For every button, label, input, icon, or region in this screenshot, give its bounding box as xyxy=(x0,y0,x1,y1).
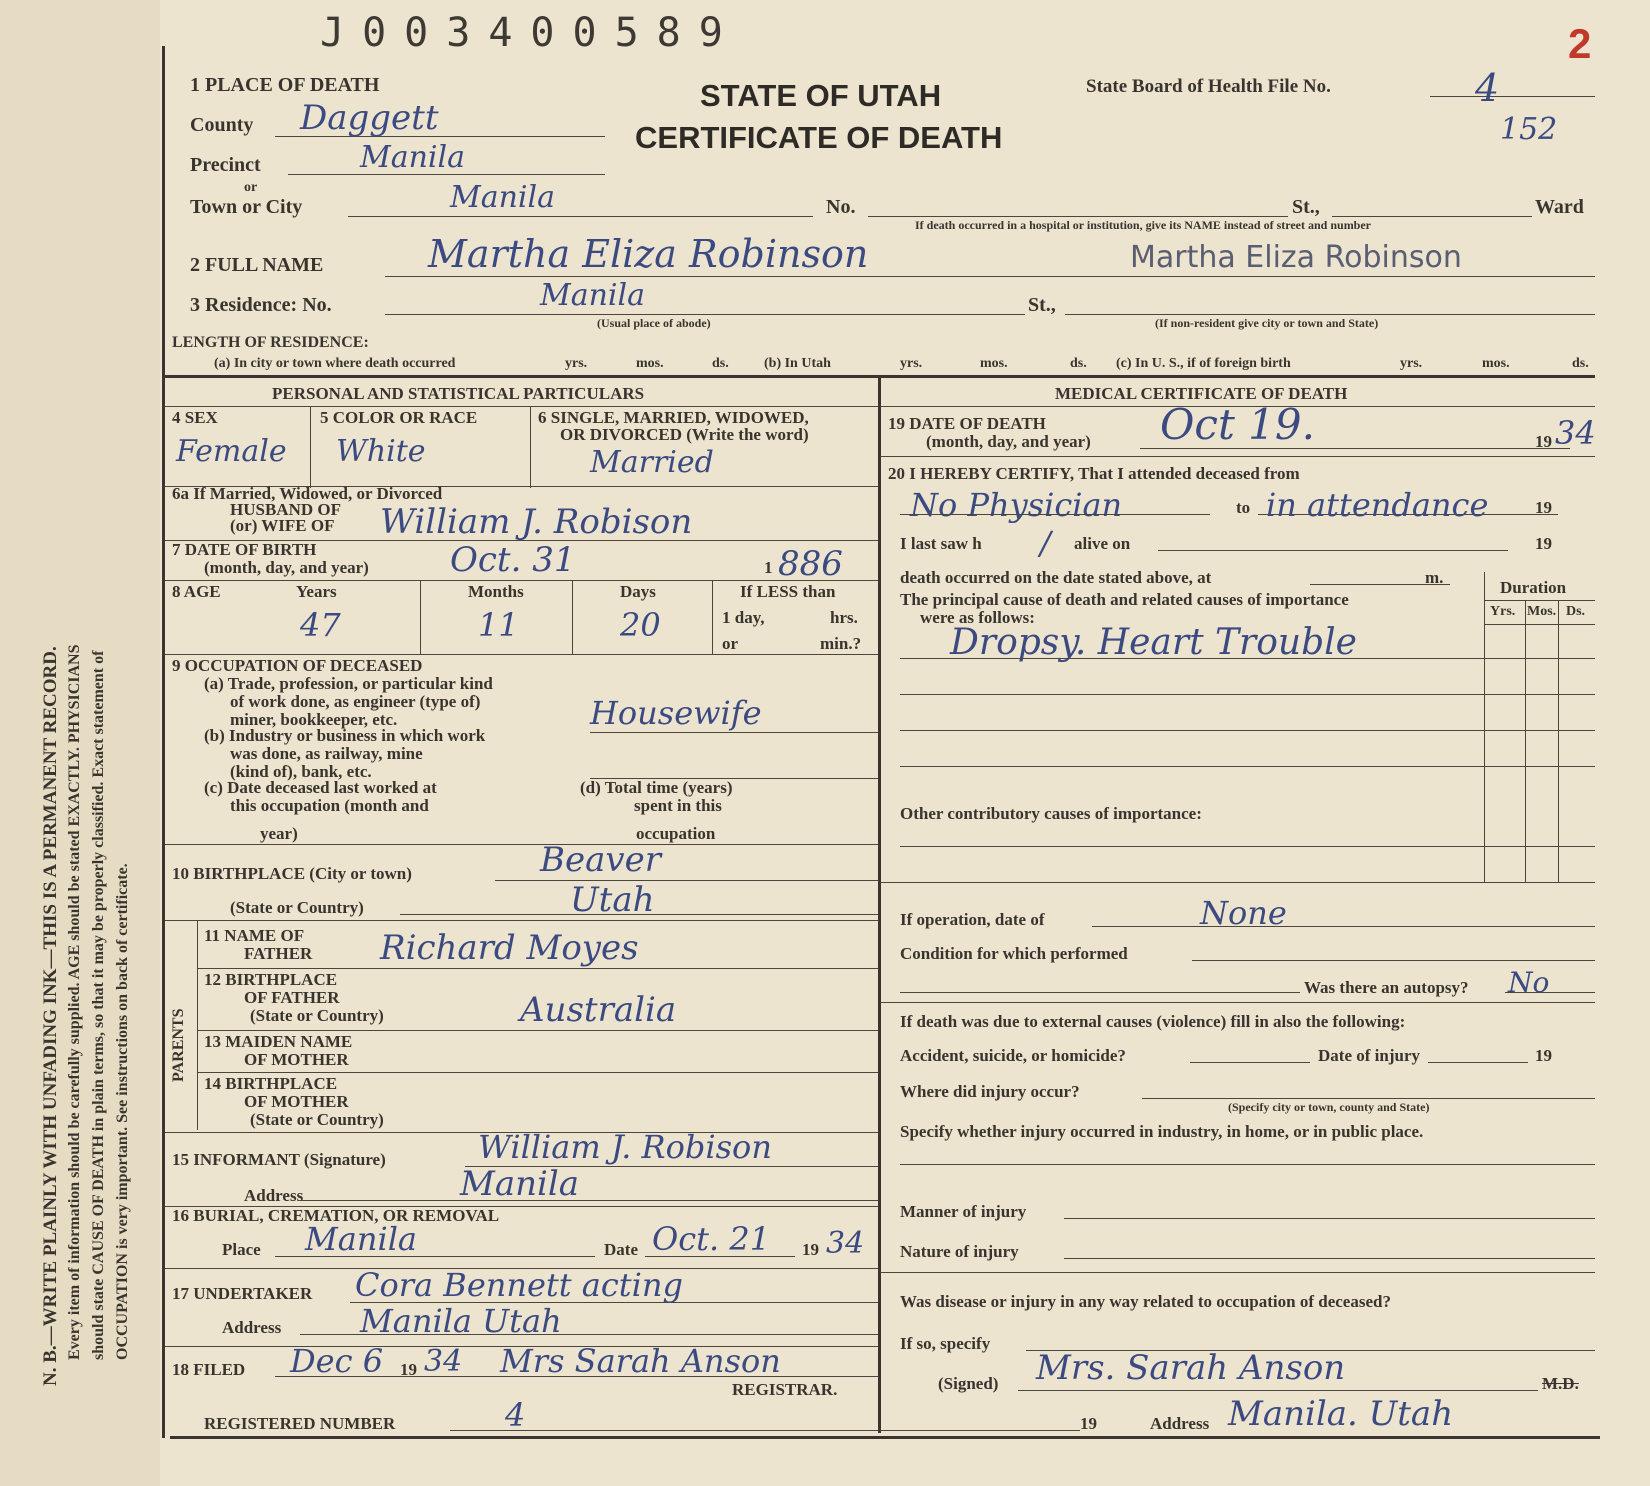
cause-line-2 xyxy=(900,694,1595,695)
birthplace-city: Beaver xyxy=(540,840,661,880)
less-min: min.? xyxy=(820,634,862,653)
row-line-8 xyxy=(165,654,878,655)
address-label: Address xyxy=(1150,1414,1210,1433)
side-warning: N. B.—WRITE PLAINLY WITH UNFADING INK—THIS IS A PERMANENT RECORD. xyxy=(40,646,61,1386)
ds-1: ds. xyxy=(712,356,729,371)
yrs-1: yrs. xyxy=(565,356,588,371)
residence-city-label: (a) In city or town where death occurred xyxy=(214,356,456,371)
precinct-label: Precinct xyxy=(190,154,261,176)
spouse-label-1: 6a If Married, Widowed, or Divorced xyxy=(172,484,443,503)
occ-d1: (d) Total time (years) xyxy=(580,778,733,797)
undertaker-label: 17 UNDERTAKER xyxy=(172,1284,313,1303)
county-label: County xyxy=(190,114,254,136)
father-label-1: 11 NAME OF xyxy=(204,926,305,945)
md-label: M.D. xyxy=(1542,1374,1579,1393)
county-value: Daggett xyxy=(300,98,439,138)
alive-on-label: alive on xyxy=(1074,534,1131,553)
birthplace-state-label: (State or Country) xyxy=(230,898,364,917)
burial-place: Manila xyxy=(305,1220,417,1258)
town-value: Manila xyxy=(450,180,555,215)
registrar-label: REGISTRAR. xyxy=(732,1380,838,1399)
duration-mos: Mos. xyxy=(1527,604,1557,619)
birthplace-state: Utah xyxy=(570,880,655,920)
attended-to-value: in attendance xyxy=(1266,486,1489,524)
title-state: STATE OF UTAH xyxy=(700,78,942,113)
to-label: to xyxy=(1236,498,1251,517)
if-so-label: If so, specify xyxy=(900,1334,991,1353)
months-label: Months xyxy=(468,582,524,601)
attended-from-line xyxy=(900,514,1210,515)
marital-value: Married xyxy=(590,445,714,480)
occ-c1: (c) Date deceased last worked at xyxy=(204,778,437,797)
dod-year-prefix: 19 xyxy=(1535,432,1552,451)
informant-address-label: Address xyxy=(244,1186,304,1205)
row-line-10 xyxy=(165,920,878,921)
side-instruction-3: OCCUPATION is very important. See instructions on back of certificate. xyxy=(114,863,131,1360)
duration-mid-2 xyxy=(1558,600,1559,882)
color-label: 5 COLOR OR RACE xyxy=(320,408,478,427)
cause-label-2: were as follows: xyxy=(920,608,1035,627)
signed-value: Mrs. Sarah Anson xyxy=(1036,1348,1346,1388)
dob-value: Oct. 31 xyxy=(450,540,576,580)
manner-line xyxy=(1064,1218,1595,1219)
burial-date: Oct. 21 xyxy=(652,1220,771,1258)
less-label-2: 1 day, xyxy=(722,608,765,627)
town-line xyxy=(348,216,813,217)
cause-label-1: The principal cause of death and related causes of importance xyxy=(900,590,1349,609)
residence-label: 3 Residence: No. xyxy=(190,294,332,316)
bottom-border xyxy=(170,1436,1600,1439)
m-label: m. xyxy=(1425,568,1444,587)
age-label: 8 AGE xyxy=(172,582,221,601)
street-line xyxy=(1332,216,1532,217)
duration-subheader-line xyxy=(1484,624,1595,625)
yrs-2: yrs. xyxy=(900,356,923,371)
spouse-label-3: (or) WIFE OF xyxy=(230,516,335,535)
age-divider-2 xyxy=(572,580,573,654)
mother-label-2: OF MOTHER xyxy=(244,1050,349,1069)
burial-year-prefix: 19 xyxy=(802,1240,819,1259)
length-residence-label: LENGTH OF RESIDENCE: xyxy=(172,334,369,351)
occ-c3: year) xyxy=(260,824,298,843)
registered-number-value: 4 xyxy=(505,1396,526,1434)
file-no-value: 4 xyxy=(1475,66,1500,110)
dob-label-1: 7 DATE OF BIRTH xyxy=(172,540,317,559)
cause-line-3 xyxy=(900,730,1595,731)
marital-label-1: 6 SINGLE, MARRIED, WIDOWED, xyxy=(538,408,809,427)
title-certificate: CERTIFICATE OF DEATH xyxy=(635,120,1003,155)
occ-a2: of work done, as engineer (type of) xyxy=(230,692,481,711)
informant-value: William J. Robison xyxy=(478,1128,772,1166)
occ-b3: (kind of), bank, etc. xyxy=(230,762,372,781)
filed-value: Dec 6 xyxy=(290,1342,384,1380)
signed-line xyxy=(1018,1390,1538,1391)
autopsy-value: No xyxy=(1508,966,1550,999)
mbirth-label-2: OF MOTHER xyxy=(244,1092,349,1111)
mos-1: mos. xyxy=(636,356,664,371)
fbirth-label-2: OF FATHER xyxy=(244,988,340,1007)
injury-date-label: Date of injury xyxy=(1318,1046,1420,1065)
less-label-1: If LESS than xyxy=(740,582,836,601)
where-note: (Specify city or town, county and State) xyxy=(1228,1100,1430,1114)
occ-b1: (b) Industry or business in which work xyxy=(204,726,486,745)
ds-3: ds. xyxy=(1572,356,1589,371)
cause-line-1 xyxy=(900,658,1595,659)
informant-address: Manila xyxy=(460,1164,579,1204)
fbirth-label-1: 12 BIRTHPLACE xyxy=(204,970,338,989)
ds-2: ds. xyxy=(1070,356,1087,371)
contrib-line-1 xyxy=(900,846,1595,847)
father-value: Richard Moyes xyxy=(380,928,639,968)
residence-street-label: St., xyxy=(1028,294,1056,316)
occ-a3: miner, bookkeeper, etc. xyxy=(230,710,398,729)
dod-label-1: 19 DATE OF DEATH xyxy=(888,414,1046,433)
sex-divider xyxy=(310,406,311,488)
last-saw-label: I last saw h xyxy=(900,534,982,553)
dod-year: 34 xyxy=(1555,414,1596,452)
contributory-label: Other contributory causes of importance: xyxy=(900,804,1202,823)
mbirth-label-1: 14 BIRTHPLACE xyxy=(204,1074,338,1093)
serial-number: J003400589 xyxy=(320,10,741,56)
duration-mid-1 xyxy=(1525,600,1526,882)
duration-yrs: Yrs. xyxy=(1490,604,1516,619)
row-line-13 xyxy=(197,1072,878,1073)
parents-label: PARENTS xyxy=(170,1008,187,1082)
age-divider-3 xyxy=(712,580,713,654)
occ-c2: this occupation (month and xyxy=(230,796,429,815)
contrib-line-2 xyxy=(880,882,1595,883)
or-label: or xyxy=(244,180,258,195)
row-line-nature xyxy=(880,1272,1595,1273)
row-line-19 xyxy=(880,456,1595,457)
father-label-2: FATHER xyxy=(244,944,313,963)
occ-b2: was done, as railway, mine xyxy=(230,744,423,763)
burial-place-label: Place xyxy=(222,1240,261,1259)
dod-value: Oct 19. xyxy=(1160,400,1315,449)
age-days: 20 xyxy=(620,606,661,644)
dob-year-prefix: 1 xyxy=(764,558,773,577)
related-label: Was disease or injury in any way related to occupation of deceased? xyxy=(900,1292,1391,1311)
street-label: St., xyxy=(1292,196,1320,218)
residence-utah-label: (b) In Utah xyxy=(764,356,831,371)
mos-3: mos. xyxy=(1482,356,1510,371)
side-instruction-2: should state CAUSE OF DEATH in plain terms, so that it may be properly classified. Exact statement of xyxy=(90,650,107,1360)
injury-year: 19 xyxy=(1535,1046,1552,1065)
burial-label: 16 BURIAL, CREMATION, OR REMOVAL xyxy=(172,1206,500,1225)
occ-d3: occupation xyxy=(636,824,716,843)
duration-left xyxy=(1484,572,1485,882)
less-label-3: or xyxy=(722,634,739,653)
cause-line-4 xyxy=(900,766,1595,767)
personal-heading-line xyxy=(165,406,878,407)
autopsy-blank-line xyxy=(900,992,1300,993)
informant-label: 15 INFORMANT (Signature) xyxy=(172,1150,386,1169)
usual-abode-note: (Usual place of abode) xyxy=(597,316,711,330)
specify-line xyxy=(900,1164,1595,1165)
residence-line xyxy=(385,314,1025,315)
occ-a-line xyxy=(590,732,878,733)
accident-label: Accident, suicide, or homicide? xyxy=(900,1046,1126,1065)
occ-d2: spent in this xyxy=(634,796,722,815)
file-no-label: State Board of Health File No. xyxy=(1086,76,1331,97)
occupation-label: 9 OCCUPATION OF DECEASED xyxy=(172,656,423,675)
informant-address-line xyxy=(300,1200,878,1201)
autopsy-label: Was there an autopsy? xyxy=(1304,978,1469,997)
operation-label: If operation, date of xyxy=(900,910,1045,929)
nature-line xyxy=(1064,1258,1595,1259)
street-no-label: No. xyxy=(826,196,856,218)
residence-value: Manila xyxy=(540,278,645,313)
filed-year-prefix: 19 xyxy=(400,1360,417,1379)
age-divider-1 xyxy=(420,580,421,654)
filed-year: 34 xyxy=(424,1344,463,1379)
place-of-death-label: 1 PLACE OF DEATH xyxy=(190,74,380,96)
ward-label: Ward xyxy=(1535,196,1584,218)
yrs-3: yrs. xyxy=(1400,356,1423,371)
mbirth-label-3: (State or Country) xyxy=(250,1110,384,1129)
medical-heading: MEDICAL CERTIFICATE OF DEATH xyxy=(1055,384,1348,403)
undertaker-address: Manila Utah xyxy=(360,1302,562,1340)
certify-label: 20 I HEREBY CERTIFY, That I attended deceased from xyxy=(888,464,1300,483)
town-label: Town or City xyxy=(190,196,303,218)
alive-on-line xyxy=(1158,550,1508,551)
occupation-value: Housewife xyxy=(590,694,762,732)
years-label: Years xyxy=(296,582,337,601)
address-year: 19 xyxy=(1080,1414,1097,1433)
dob-year: 886 xyxy=(778,544,843,584)
undertaker-value: Cora Bennett acting xyxy=(355,1266,683,1304)
corner-number: 2 xyxy=(1568,20,1592,67)
color-divider xyxy=(530,406,531,488)
spouse-label-2: HUSBAND OF xyxy=(230,500,341,519)
where-line xyxy=(1142,1098,1595,1099)
signed-label: (Signed) xyxy=(938,1374,999,1393)
left-border xyxy=(162,46,165,1438)
filed-label: 18 FILED xyxy=(172,1360,246,1379)
attended-from-value: No Physician xyxy=(910,486,1123,524)
registrar-signature: Mrs Sarah Anson xyxy=(500,1342,781,1380)
external-label: If death was due to external causes (violence) fill in also the following: xyxy=(900,1012,1406,1031)
hospital-note: If death occurred in a hospital or institution, give its NAME instead of street and number xyxy=(915,218,1372,232)
full-name-typed: Martha Eliza Robinson xyxy=(1130,240,1462,275)
nonresident-note: (If non-resident give city or town and State) xyxy=(1155,316,1379,330)
row-line-11 xyxy=(197,968,878,969)
fbirth-label-3: (State or Country) xyxy=(250,1006,384,1025)
alive-year: 19 xyxy=(1535,534,1552,553)
row-line-autopsy xyxy=(880,1002,1595,1003)
where-label: Where did injury occur? xyxy=(900,1082,1080,1101)
duration-label: Duration xyxy=(1500,578,1567,597)
condition-label: Condition for which performed xyxy=(900,944,1128,963)
days-label: Days xyxy=(620,582,656,601)
nature-label: Nature of injury xyxy=(900,1242,1019,1261)
cause-value: Dropsy. Heart Trouble xyxy=(950,622,1357,663)
fbirth-value: Australia xyxy=(520,990,677,1030)
operation-value: None xyxy=(1200,894,1287,932)
parents-divider xyxy=(197,920,198,1130)
spouse-value: William J. Robison xyxy=(380,502,693,542)
row-line-9 xyxy=(165,844,878,845)
occurred-label: death occurred on the date stated above, at xyxy=(900,568,1212,587)
full-name-label: 2 FULL NAME xyxy=(190,254,324,276)
color-value: White xyxy=(336,434,426,469)
injury-date-line xyxy=(1428,1062,1528,1063)
row-line-7 xyxy=(165,580,878,581)
undertaker-address-label: Address xyxy=(222,1318,282,1337)
operation-line xyxy=(1092,926,1595,927)
full-name-line xyxy=(385,276,1595,277)
less-hrs: hrs. xyxy=(830,608,858,627)
mos-2: mos. xyxy=(980,356,1008,371)
file-no-sub: 152 xyxy=(1500,112,1558,147)
dob-label-2: (month, day, and year) xyxy=(204,558,369,577)
street-no-line xyxy=(868,216,1288,217)
center-divider xyxy=(878,378,881,1433)
attended-year: 19 xyxy=(1535,498,1552,517)
file-no-line xyxy=(1430,96,1595,97)
personal-heading: PERSONAL AND STATISTICAL PARTICULARS xyxy=(272,384,645,403)
dod-label-2: (month, day, and year) xyxy=(926,432,1091,451)
condition-line xyxy=(1192,960,1595,961)
birthplace-line xyxy=(495,880,878,881)
burial-date-label: Date xyxy=(604,1240,638,1259)
age-years: 47 xyxy=(300,606,341,644)
occ-a1: (a) Trade, profession, or particular kind xyxy=(204,674,493,693)
specify-label: Specify whether injury occurred in industry, in home, or in public place. xyxy=(900,1122,1424,1141)
manner-label: Manner of injury xyxy=(900,1202,1027,1221)
side-instruction-1: Every item of information should be carefully supplied. AGE should be stated EXACTLY. PHYSICIANS xyxy=(66,644,83,1360)
sex-value: Female xyxy=(176,434,287,469)
duration-ds: Ds. xyxy=(1566,604,1586,619)
last-saw-value: / xyxy=(1040,524,1051,562)
registered-number-label: REGISTERED NUMBER xyxy=(204,1414,396,1433)
burial-year: 34 xyxy=(826,1226,865,1261)
row-line-12 xyxy=(197,1030,878,1031)
sex-label: 4 SEX xyxy=(172,408,218,427)
birthplace-label: 10 BIRTHPLACE (City or town) xyxy=(172,864,412,883)
date-line xyxy=(880,1430,1080,1431)
address-value: Manila. Utah xyxy=(1228,1394,1454,1434)
full-name-value: Martha Eliza Robinson xyxy=(428,232,869,276)
mother-label-1: 13 MAIDEN NAME xyxy=(204,1032,353,1051)
accident-line xyxy=(1190,1062,1310,1063)
age-months: 11 xyxy=(478,606,519,644)
residence-us-label: (c) In U. S., if of foreign birth xyxy=(1116,356,1291,371)
precinct-value: Manila xyxy=(360,140,465,175)
duration-header-line xyxy=(1484,600,1595,601)
residence-street-line xyxy=(1065,314,1595,315)
marital-label-2: OR DIVORCED (Write the word) xyxy=(560,425,809,444)
